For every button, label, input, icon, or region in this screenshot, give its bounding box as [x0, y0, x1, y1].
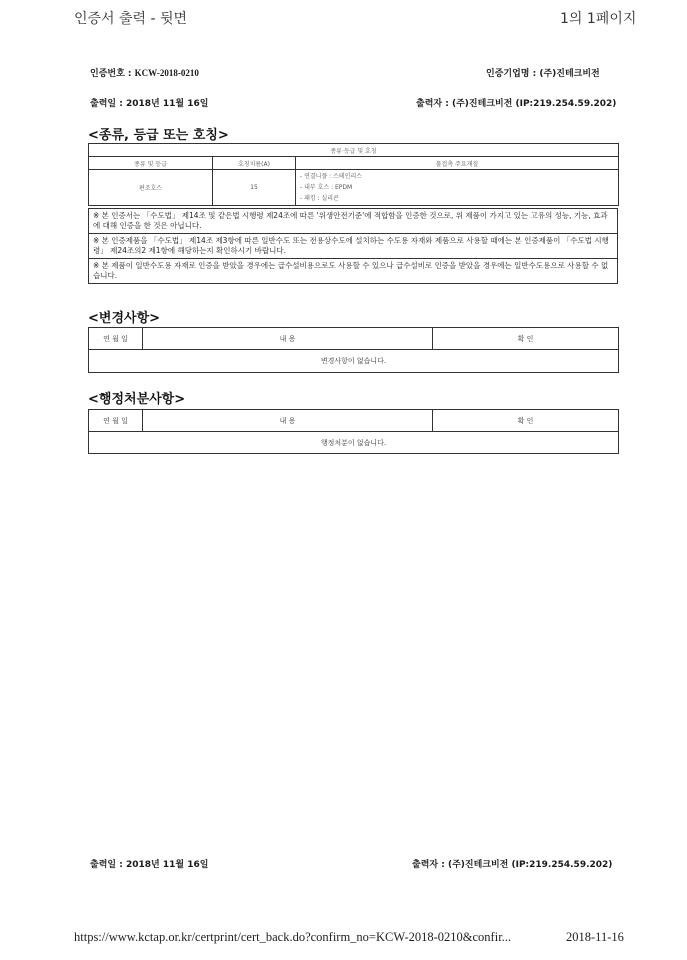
- printer: [416, 96, 616, 109]
- print-date-value: 2018년 11월 16일: [125, 99, 209, 109]
- admin-table: [88, 409, 619, 454]
- print-date: [90, 96, 208, 109]
- grade-section-title: <종류, 등급 또는 호칭>: [88, 128, 229, 143]
- material-item: - 내부 호스 : EPDM: [300, 184, 353, 191]
- cell-type: 편조호스: [89, 170, 213, 206]
- notice-3: ※ 본 제품이 일반수도용 자재로 인증을 받았을 경우에는 급수설비용으로도 사용할 수 있으나 급수설비로 인증을 받았을 경우에는 일반수도용으로 사용할 수 없습니다.: [89, 259, 618, 284]
- admin-header-date: 연 월 일: [89, 410, 143, 432]
- changes-empty-message: 변경사항이 없습니다.: [89, 350, 619, 373]
- footer-print-date-label: 출력일 :: [90, 860, 123, 870]
- printer-label: 출력자 :: [416, 99, 449, 109]
- changes-header-date: 연 월 일: [89, 328, 143, 350]
- header-size: 호칭치름(A): [213, 157, 296, 170]
- cert-number-value: KCW-2018-0210: [134, 68, 199, 78]
- admin-section-title: <행정처분사항>: [88, 392, 186, 407]
- cert-number: [90, 66, 199, 79]
- changes-table: [88, 327, 619, 373]
- changes-section-title: <변경사항>: [88, 311, 161, 326]
- header-material: 물접촉 주요재질: [296, 157, 619, 170]
- page-number: 1의 1페이지: [560, 11, 637, 27]
- notice-table: [88, 208, 618, 284]
- company-value: (주)진테크비전: [539, 69, 600, 79]
- material-item: - 패킹 : 실리콘: [300, 195, 339, 202]
- cell-size: 15: [213, 170, 296, 206]
- cert-number-label: 인증번호 :: [90, 69, 132, 79]
- grade-table: [88, 143, 619, 206]
- admin-empty-message: 행정처분이 없습니다.: [89, 432, 619, 454]
- footer-print-date-value: 2018년 11월 16일: [125, 860, 209, 870]
- footer-printer: [412, 857, 612, 870]
- grade-table-title: 종류·등급 및 호칭: [89, 144, 619, 157]
- footer-url: https://www.kctap.or.kr/certprint/cert_back.do?confirm_no=KCW-2018-0210&confir...: [74, 930, 512, 944]
- company-name: [486, 66, 600, 79]
- admin-header-content: 내 용: [143, 410, 433, 432]
- admin-header-confirm: 확 인: [433, 410, 619, 432]
- header-type: 종류 및 등급: [89, 157, 213, 170]
- page-header-title: 인증서 출력 - 뒷면: [74, 11, 188, 27]
- footer-printer-label: 출력자 :: [412, 860, 445, 870]
- footer-print-date: [90, 857, 208, 870]
- changes-header-content: 내 용: [143, 328, 433, 350]
- material-item: - 연결니플 : 스테인리스: [300, 173, 363, 180]
- print-date-label: 출력일 :: [90, 99, 123, 109]
- footer-printer-value: (주)진테크비전 (IP:219.254.59.202): [447, 860, 613, 870]
- footer-date: 2018-11-16: [566, 930, 624, 944]
- cell-materials: [296, 170, 619, 206]
- company-label: 인증기업명 :: [486, 69, 537, 79]
- notice-2: ※ 본 인증제품을 「수도법」 제14조 제3항에 따른 일반수도 또는 전용상수도에 설치하는 수도용 자재와 제품으로 사용할 때에는 본 인증제품이 「수도법 시행령」 제24조의2 제1항에 해당하는지 확인하시기 바랍니다.: [89, 234, 618, 259]
- notice-1: ※ 본 인증서는 「수도법」 제14조 및 같은법 시행령 제24조에 따른 '위생안전기준'에 적합함을 인증한 것으로, 위 제품이 가지고 있는 고유의 성능, 기능, 효과에 대해 인증을 한 것은 아닙니다.: [89, 209, 618, 234]
- changes-header-confirm: 확 인: [433, 328, 619, 350]
- printer-value: (주)진테크비전 (IP:219.254.59.202): [451, 99, 617, 109]
